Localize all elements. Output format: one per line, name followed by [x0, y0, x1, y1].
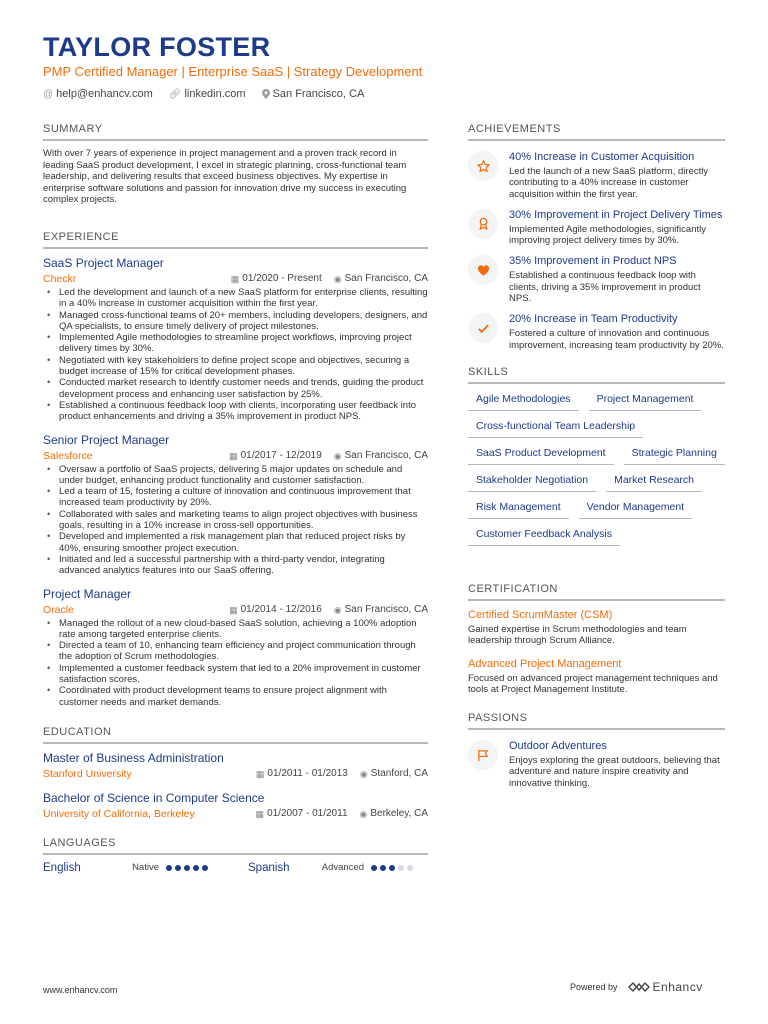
education-section	[43, 725, 428, 821]
languages-list	[43, 862, 428, 874]
summary-text: With over 7 years of experience in project management and a proven track record in leading SaaS product development, I excel in strategic planning, cross-functional team leadership, and delivering results that exceed business objectives. My expertise in enterprise software solutions and passion for innovation drive my success in executing complex projects.	[43, 148, 407, 206]
powered-by-label: Powered by	[570, 982, 618, 992]
job-title: Senior Project Manager	[43, 432, 170, 447]
language-item	[248, 862, 413, 874]
award-icon	[468, 209, 498, 239]
job-bullet-text: Negotiated with key stakeholders to define project scope and objectives, securing a budget increase of 15% for critical development phases.	[59, 354, 410, 378]
contact-location	[262, 88, 365, 100]
proficiency-dot	[166, 865, 172, 871]
proficiency-dot	[175, 865, 181, 871]
skill-tag: Risk Management	[468, 499, 569, 519]
skill-tag: Vendor Management	[579, 499, 692, 519]
section-title-summary: SUMMARY	[43, 122, 428, 141]
proficiency-dot	[202, 865, 208, 871]
job-bullet-text: Collaborated with sales and marketing teams to align project objectives with business goals, resulting in a 10% increase in cross-sell opportunities.	[59, 508, 418, 532]
language-name: English	[43, 861, 81, 874]
job-bullet-text: Directed a team of 10, enhancing team efficiency and project communication through the adoption of Scrum methodologies.	[59, 640, 416, 663]
bullet-dot-icon: •	[47, 531, 51, 543]
bullet-dot-icon: •	[47, 486, 51, 498]
passions-section	[468, 711, 725, 789]
proficiency-dot	[398, 865, 404, 871]
item-description: Implemented Agile methodologies, significantly improving project delivery times by 30%.	[509, 223, 706, 247]
jobs-list	[43, 256, 428, 708]
enhancv-logo	[628, 980, 703, 994]
skill-tag: Strategic Planning	[624, 445, 725, 465]
language-item	[43, 862, 208, 874]
job-bullet	[43, 531, 428, 554]
location-pin-icon: ◉	[359, 768, 368, 779]
job-bullet	[43, 355, 428, 378]
job-meta	[43, 272, 428, 286]
bullet-dot-icon: •	[47, 309, 51, 321]
certification-title: Advanced Project Management	[468, 657, 622, 670]
job-bullet	[43, 618, 428, 641]
item-title: 30% Improvement in Project Delivery Times	[509, 208, 723, 221]
heart-icon	[468, 255, 498, 285]
item-title: Outdoor Adventures	[509, 740, 607, 753]
item-description: Enjoys exploring the great outdoors, believing that adventure and nature inspire creativity and innovative thinking.	[509, 755, 720, 789]
item-body	[509, 151, 725, 200]
enhancv-logo-icon	[628, 981, 650, 993]
footer-website[interactable]: www.enhancv.com	[43, 985, 118, 995]
job-location-text: San Francisco, CA	[344, 603, 428, 615]
calendar-icon: ▦	[229, 604, 238, 615]
linkedin-text: linkedin.com	[184, 88, 246, 100]
item-description: Established a continuous feedback loop with clients, driving a 35% improvement in product NPS.	[509, 270, 701, 305]
checkmark-icon	[468, 313, 498, 343]
skill-tag: Agile Methodologies	[468, 391, 579, 411]
job-bullet	[43, 332, 428, 355]
job-entry	[43, 433, 428, 577]
at-icon: @	[43, 88, 54, 100]
bullet-dot-icon: •	[47, 377, 51, 389]
bullet-dot-icon: •	[47, 286, 51, 298]
certification-item	[468, 608, 725, 647]
bullet-dot-icon: •	[47, 662, 51, 674]
job-bullet-text: Oversaw a portfolio of SaaS projects, delivering 5 major updates on schedule and under budget, enhancing product functionality and customer satisfaction.	[59, 463, 403, 486]
education-meta	[43, 807, 428, 821]
job-bullet-text: Led a team of 15, fostering a culture of innovation and continuous improvement that increased team productivity by 20%.	[59, 486, 411, 509]
job-bullets	[43, 287, 428, 423]
certification-description: Gained expertise in Scrum methodologies and team leadership through Scrum Alliance.	[468, 623, 687, 647]
passion-item	[468, 740, 725, 789]
location-pin-icon: ◉	[333, 604, 342, 615]
calendar-icon: ▦	[229, 450, 238, 461]
skill-tag: Stakeholder Negotiation	[468, 472, 596, 492]
certification-description: Focused on advanced project management techniques and tools at Project Management Institute.	[468, 672, 718, 695]
skill-tag: Project Management	[589, 391, 702, 411]
section-title-achievements: ACHIEVEMENTS	[468, 122, 725, 141]
proficiency-dot	[389, 865, 395, 871]
languages-section	[43, 836, 428, 874]
skill-tag: Cross-functional Team Leadership	[468, 418, 643, 438]
bullet-dot-icon: •	[47, 640, 51, 652]
education-dates	[256, 767, 348, 781]
job-bullet-text: Implemented Agile methodologies to streamline project workflows, improving project delivery times by 30%.	[59, 332, 412, 355]
job-dates	[231, 272, 322, 286]
left-column	[43, 122, 428, 874]
job-bullets	[43, 618, 428, 708]
education-location-text: Stanford, CA	[370, 767, 428, 779]
education-entry	[43, 791, 428, 821]
contact-email[interactable]	[43, 88, 153, 100]
calendar-icon: ▦	[255, 808, 265, 819]
proficiency-dot	[380, 865, 386, 871]
education-location	[360, 807, 428, 821]
star-icon	[468, 151, 498, 181]
skill-tag: Market Research	[606, 472, 702, 492]
education-dates-text: 01/2007 - 01/2011	[267, 807, 348, 819]
education-list	[43, 751, 428, 821]
job-bullets	[43, 464, 428, 577]
job-location-text: San Francisco, CA	[344, 449, 428, 461]
section-title-passions: PASSIONS	[468, 711, 725, 730]
proficiency-dot	[193, 865, 199, 871]
job-title: SaaS Project Manager	[43, 255, 164, 270]
bullet-dot-icon: •	[47, 463, 51, 475]
skills-list	[468, 391, 725, 546]
job-bullet-text: Developed and implemented a risk management plan that reduced project risks by 40%, ensuring smoother project execution.	[59, 531, 406, 554]
job-bullet	[43, 486, 428, 509]
job-location	[334, 449, 428, 463]
job-bullet	[43, 400, 428, 423]
language-proficiency-dots	[371, 865, 413, 871]
achievements-list	[468, 151, 725, 351]
resume-header	[43, 32, 733, 100]
bullet-dot-icon: •	[47, 332, 51, 344]
job-bullet-text: Established a continuous feedback loop with clients, incorporating user feedback into product enhancements and driving a 35% improvement in product NPS.	[59, 399, 416, 423]
bullet-dot-icon: •	[47, 685, 51, 697]
skills-section	[468, 365, 725, 546]
education-dates-text: 01/2011 - 01/2013	[267, 767, 348, 779]
section-title-skills: SKILLS	[468, 365, 725, 384]
item-title: 40% Increase in Customer Acquisition	[509, 151, 695, 163]
job-bullet-text: Led the development and launch of a new SaaS platform for enterprise clients, resulting in a 40% increase in customer acquisition within the first year.	[59, 286, 428, 310]
job-bullet-text: Managed the rollout of a new cloud-based SaaS solution, achieving a 100% adoption rate among targeted enterprise clients.	[59, 617, 417, 640]
company-name: Checkr	[43, 272, 77, 285]
achievement-item	[468, 255, 725, 304]
job-meta	[43, 603, 428, 617]
calendar-icon: ▦	[255, 768, 265, 779]
link-icon: 🔗︎	[168, 88, 182, 100]
job-title: Project Manager	[43, 586, 132, 601]
job-bullet	[43, 377, 428, 400]
bullet-dot-icon: •	[47, 399, 51, 411]
bullet-dot-icon: •	[47, 354, 51, 366]
item-description: Led the launch of a new SaaS platform, directly contributing to a 40% increase in customer acquisition within the first year.	[509, 166, 709, 200]
job-bullet	[43, 509, 428, 532]
job-bullet-text: Conducted market research to identify customer needs and trends, guiding the product development process and enhancing user satisfaction by 25%.	[59, 377, 424, 400]
education-location	[360, 767, 428, 781]
job-meta	[43, 449, 428, 463]
brand-name: Enhancv	[652, 980, 703, 994]
job-dates-text: 01/2014 - 12/2016	[240, 603, 322, 615]
summary-section	[43, 122, 428, 206]
item-body	[509, 255, 725, 304]
certification-title: Certified ScrumMaster (CSM)	[468, 608, 613, 621]
right-column	[468, 122, 725, 798]
company-name: Salesforce	[43, 449, 93, 462]
flag-icon	[468, 740, 498, 770]
experience-section	[43, 230, 428, 708]
job-dates	[229, 603, 322, 617]
item-title: 35% Improvement in Product NPS	[509, 255, 677, 268]
section-title-certification: CERTIFICATION	[468, 582, 725, 601]
proficiency-dot	[184, 865, 190, 871]
achievement-item	[468, 313, 725, 351]
certification-list	[468, 608, 725, 695]
item-body	[509, 313, 725, 351]
item-body	[509, 209, 725, 247]
job-bullet-text: Managed cross-functional teams of 20+ members, including developers, designers, and QA specialists, to ensure timely delivery of project milestones.	[59, 309, 428, 332]
achievement-item	[468, 151, 725, 200]
company-name: Oracle	[43, 603, 74, 616]
language-level: Advanced	[321, 862, 364, 874]
job-dates-text: 01/2020 - Present	[242, 272, 322, 284]
job-bullet	[43, 640, 428, 663]
language-name: Spanish	[248, 861, 290, 874]
section-title-education: EDUCATION	[43, 725, 428, 744]
contact-bar	[43, 88, 733, 100]
job-bullet-text: Initiated and led a successful partnership with a third-party vendor, integrating advanced analytics features into our SaaS offering.	[59, 553, 385, 577]
job-dates-text: 01/2017 - 12/2019	[240, 449, 322, 461]
education-meta	[43, 767, 428, 781]
location-pin-icon: ◉	[359, 808, 368, 819]
achievements-section	[468, 122, 725, 351]
job-bullet	[43, 287, 428, 310]
passions-list	[468, 740, 725, 789]
item-title: 20% Increase in Team Productivity	[509, 313, 678, 326]
location-text: San Francisco, CA	[272, 88, 365, 100]
item-body	[509, 740, 725, 789]
location-pin-icon: ◉	[333, 450, 342, 461]
language-level: Native	[132, 862, 159, 874]
calendar-icon: ▦	[230, 273, 240, 284]
job-bullet	[43, 663, 428, 686]
skill-tag: Customer Feedback Analysis	[468, 526, 620, 546]
proficiency-dot	[371, 865, 377, 871]
job-dates	[229, 449, 322, 463]
skill-tag: SaaS Product Development	[468, 445, 614, 465]
contact-linkedin[interactable]	[169, 88, 246, 100]
location-pin-icon	[262, 89, 270, 99]
candidate-name: TAYLOR FOSTER	[43, 32, 271, 62]
education-dates	[256, 807, 348, 821]
email-text: help@enhancv.com	[56, 88, 153, 100]
job-location	[334, 603, 428, 617]
job-location-text: San Francisco, CA	[344, 272, 428, 284]
job-entry	[43, 256, 428, 423]
bullet-dot-icon: •	[47, 553, 51, 565]
education-location-text: Berkeley, CA	[370, 807, 428, 819]
job-bullet-text: Coordinated with product development teams to ensure project alignment with customer needs and market demands.	[59, 685, 387, 708]
education-entry	[43, 751, 428, 781]
school-name: Stanford University	[43, 767, 132, 780]
job-bullet	[43, 685, 428, 708]
job-bullet	[43, 554, 428, 577]
bullet-dot-icon: •	[47, 508, 51, 520]
proficiency-dot	[407, 865, 413, 871]
job-bullet	[43, 464, 428, 487]
certification-item	[468, 657, 725, 696]
language-proficiency-dots	[166, 865, 208, 871]
degree-title: Master of Business Administration	[43, 750, 224, 765]
job-bullet	[43, 310, 428, 333]
item-description: Fostered a culture of innovation and continuous improvement, increasing team productivity by 20%.	[509, 328, 724, 351]
footer-powered[interactable]	[570, 980, 703, 994]
section-title-languages: LANGUAGES	[43, 836, 428, 855]
candidate-tagline: PMP Certified Manager | Enterprise SaaS | Strategy Development	[43, 64, 423, 79]
job-entry	[43, 587, 428, 708]
location-pin-icon: ◉	[333, 273, 342, 284]
section-title-experience: EXPERIENCE	[43, 230, 428, 249]
bullet-dot-icon: •	[47, 617, 51, 629]
school-name: University of California, Berkeley	[43, 807, 195, 820]
job-location	[334, 272, 428, 286]
job-bullet-text: Implemented a customer feedback system that led to a 20% improvement in customer satisfaction scores.	[59, 662, 421, 685]
certification-section	[468, 582, 725, 695]
achievement-item	[468, 209, 725, 247]
degree-title: Bachelor of Science in Computer Science	[43, 790, 265, 805]
